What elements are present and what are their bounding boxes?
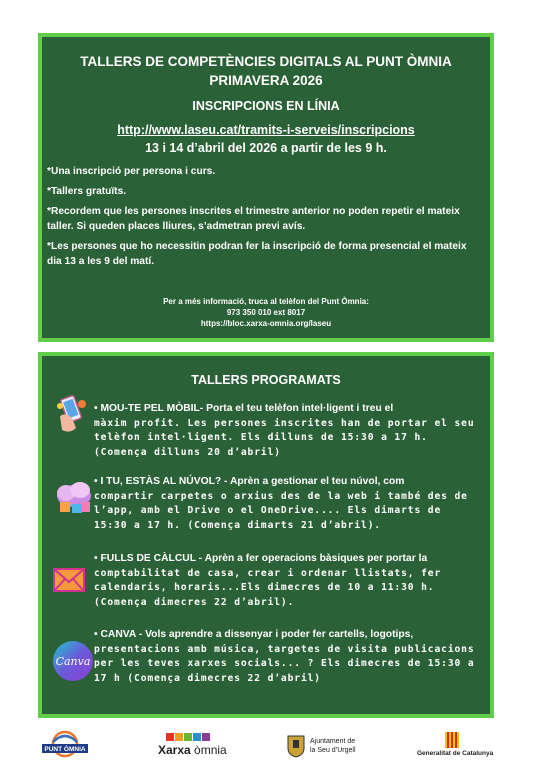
xarxa-text: Xarxa [158, 743, 191, 757]
workshop-canva [94, 628, 480, 686]
generalitat-name: Generalitat de Catalunya [417, 750, 494, 757]
workshop-cloud [94, 475, 480, 533]
registration-info-box [38, 33, 494, 342]
note-item: *Recordem que les persones inscrites el trimestre anterior no poden repetir el mateix taller. Si queden places lliures, s’admetran previ avís. [47, 206, 460, 232]
ajuntament-line-2: la Seu d’Urgell [310, 747, 356, 754]
page-title [42, 52, 490, 90]
workshop-title: • CANVA - Vols aprendre a dissenyar i poder fer cartells, logotips, [94, 629, 414, 640]
workshop-title: • I TU, ESTÀS AL NÚVOL? - Aprèn a gestionar el teu núvol, com [94, 476, 405, 487]
workshop-spreadsheets [94, 552, 480, 610]
punt-omnia-logo [36, 730, 94, 764]
workshops-heading: TALLERS PROGRAMATS [191, 373, 341, 387]
contact-phone: 973 350 010 ext 8017 [226, 308, 306, 317]
note-item: *Una inscripció per persona i curs. [47, 166, 216, 177]
workshop-title: • FULLS DE CÀLCUL - Aprèn a fer operacions bàsiques per portar la [94, 553, 428, 564]
title-line-1: TALLERS DE COMPETÈNCIES DIGITALS AL PUNT ÒMNIA [80, 54, 452, 69]
smartphone-icon [52, 394, 92, 436]
workshops-box [38, 352, 494, 718]
envelope-icon [52, 566, 86, 594]
workshop-title: • MOU-TE PEL MÒBIL- Porta el teu telèfon intel·ligent i treu el [94, 403, 394, 414]
notes-list [47, 164, 482, 274]
generalitat-flag-icon [445, 732, 459, 748]
ajuntament-line-1: Ajuntament de [310, 738, 356, 745]
contact-url[interactable]: https://bloc.xarxa-omnia.org/laseu [200, 319, 332, 328]
workshop-mobile [94, 402, 480, 460]
ajuntament-name [310, 737, 356, 755]
registration-link[interactable]: http://www.laseu.cat/tramits-i-serveis/inscripcions [117, 123, 415, 137]
contact-line: Per a més informació, truca al telèfon del Punt Òmnia: [163, 297, 369, 306]
note-item: *Tallers gratuïts. [47, 186, 127, 197]
workshop-description: presentacions amb música, targetes de visita publicacions per les teves xarxes socials... ? Els dimecres de 15:30 a 17 h (Comença dimecres 22 d’abril) [94, 643, 475, 684]
workshop-description: màxim profit. Les persones inscrites han de portar el seu telèfon intel·ligent. Els dilluns de 15:30 a 17 h. (Comença dilluns 20 d’abril) [94, 417, 475, 458]
ajuntament-crest-icon [286, 734, 306, 758]
omnia-text: òmnia [194, 743, 227, 757]
xarxa-omnia-logo [158, 733, 227, 757]
title-line-2: PRIMAVERA 2026 [209, 73, 323, 88]
inscriptions-heading: INSCRIPCIONS EN LÍNIA [192, 99, 340, 113]
canva-icon [52, 640, 94, 682]
cloud-icon [52, 478, 96, 518]
workshop-description: comptabilitat de casa, crear i ordenar llistats, fer calendaris, horaris...Els dimecres de 10 a 11:30 h. (Comença dimecres 22 d’abril). [94, 567, 442, 608]
punt-omnia-logo-text: PUNT ÒMNIA [44, 746, 86, 753]
note-item: *Les persones que ho necessitin podran fer la inscripció de forma presencial el mateix dia 13 a les 9 del matí. [47, 241, 467, 267]
workshop-description: compartir carpetes o arxius des de la web i també des de l’app, amb el Drive o el OneDrive.... Els dimarts de 15:30 a 17 h. (Comença dimarts 21 d’abril). [94, 490, 468, 531]
contact-info [42, 296, 490, 329]
registration-dates: 13 i 14 d’abril del 2026 a partir de les 9 h. [145, 141, 387, 155]
footer-logos [0, 728, 543, 768]
xarxa-omnia-color-squares [166, 733, 227, 741]
canva-logo-text: Canva [55, 655, 91, 668]
